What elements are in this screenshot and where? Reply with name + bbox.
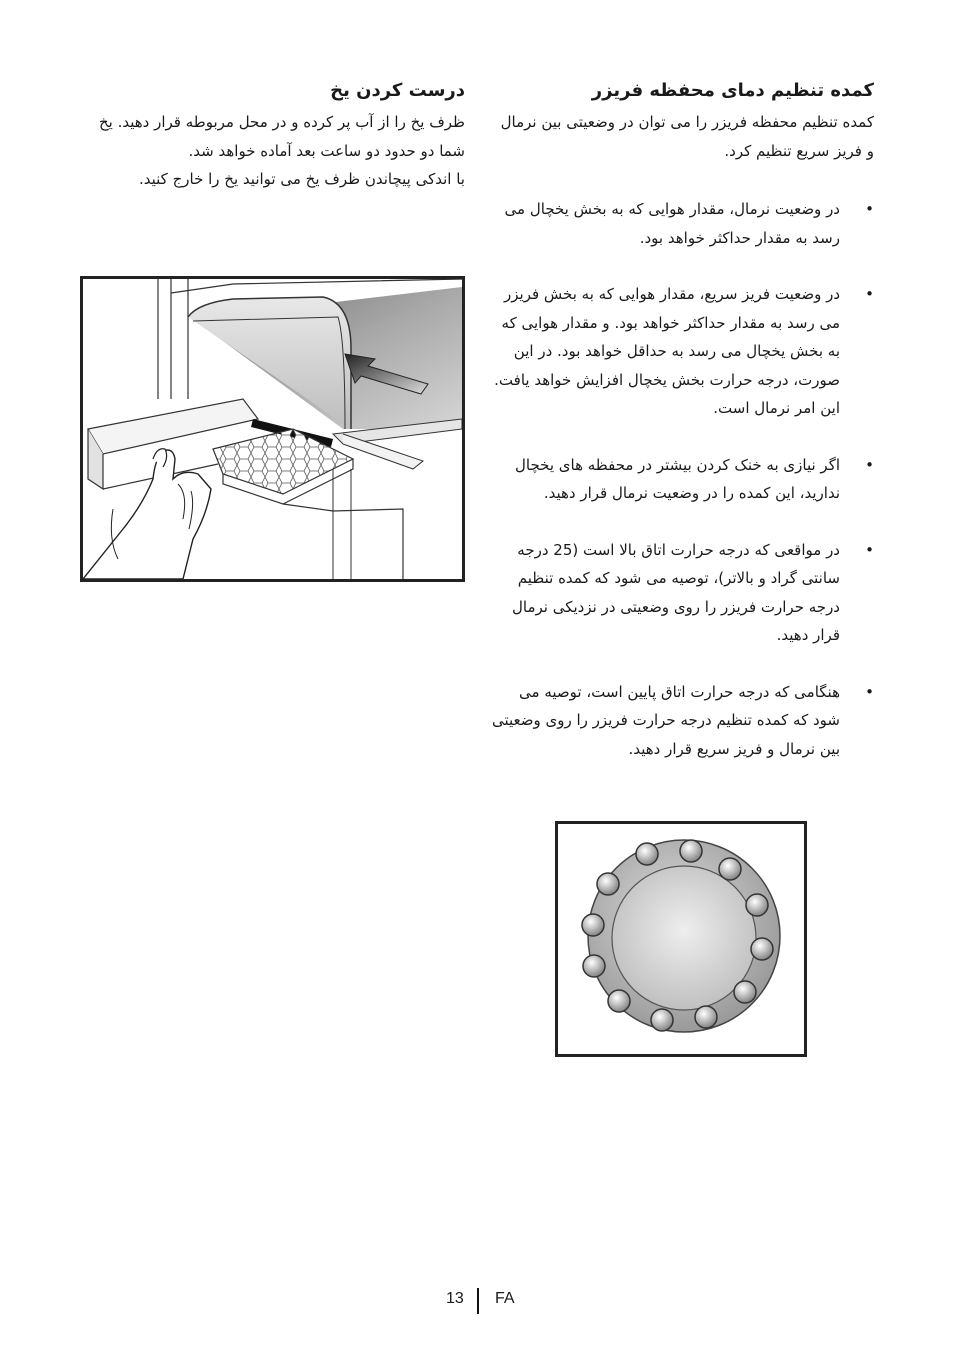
making-ice-para-2: با اندکی پیچاندن ظرف یخ می توانید یخ را خارج کنید. <box>138 170 465 188</box>
freezer-control-list <box>490 195 874 763</box>
right-column <box>490 74 874 791</box>
language-code: FA <box>495 1290 515 1307</box>
freezer-control-heading: کمده تنظیم دمای محفظه فریزر <box>591 80 874 101</box>
list-item: • هنگامی که درجه حرارت اتاق پایین است، توصیه می شود که کمده تنظیم درجه حرارت فریزر را روی وضعیتی بین نرمال و فریز سریع قرار دهید. <box>490 678 874 764</box>
footer-divider <box>477 1288 479 1314</box>
making-ice-para-1: ظرف یخ را از آب پر کرده و در محل مربوطه قرار دهید. یخ شما دو حدود دو ساعت بعد آماده خواهد شد. <box>98 113 465 160</box>
left-column <box>80 74 465 194</box>
page-footer <box>0 1288 954 1318</box>
list-item: • در مواقعی که درجه حرارت اتاق بالا است (25 درجه سانتی گراد و بالاتر)، توصیه می شود که کمده تنظیم درجه حرارت فریزر را روی وضعیتی در نزدیکی نرمال قرار دهید. <box>490 536 874 650</box>
knob-drawing <box>558 824 804 1054</box>
freezer-control-intro: کمده تنظیم محفظه فریزر را می توان در وضعیتی بین نرمال و فریز سریع تنظیم کرد. <box>500 113 874 160</box>
list-item: • اگر نیازی به خنک کردن بیشتر در محفظه های یخچال ندارید، این کمده را در وضعیت نرمال قرار دهید. <box>490 451 874 508</box>
making-ice-heading: درست کردن یخ <box>330 80 465 101</box>
freezer-ice-tray-illustration <box>80 276 465 582</box>
freezer-drawing <box>83 279 462 579</box>
freezer-control-knob-illustration <box>555 821 807 1057</box>
list-item: • در وضعیت نرمال، مقدار هوایی که به بخش یخچال می رسد به مقدار حداکثر خواهد بود. <box>490 195 874 252</box>
page-number: 13 <box>446 1290 464 1307</box>
list-item: • در وضعیت فریز سریع، مقدار هوایی که به بخش فریزر می رسد به مقدار حداکثر خواهد بود. و مقدار هوایی که به بخش یخچال می رسد به حداقل خواهد بود. در این صورت، درجه حرارت بخش یخچال افزایش خواهد یافت. این امر نرمال است. <box>490 280 874 423</box>
